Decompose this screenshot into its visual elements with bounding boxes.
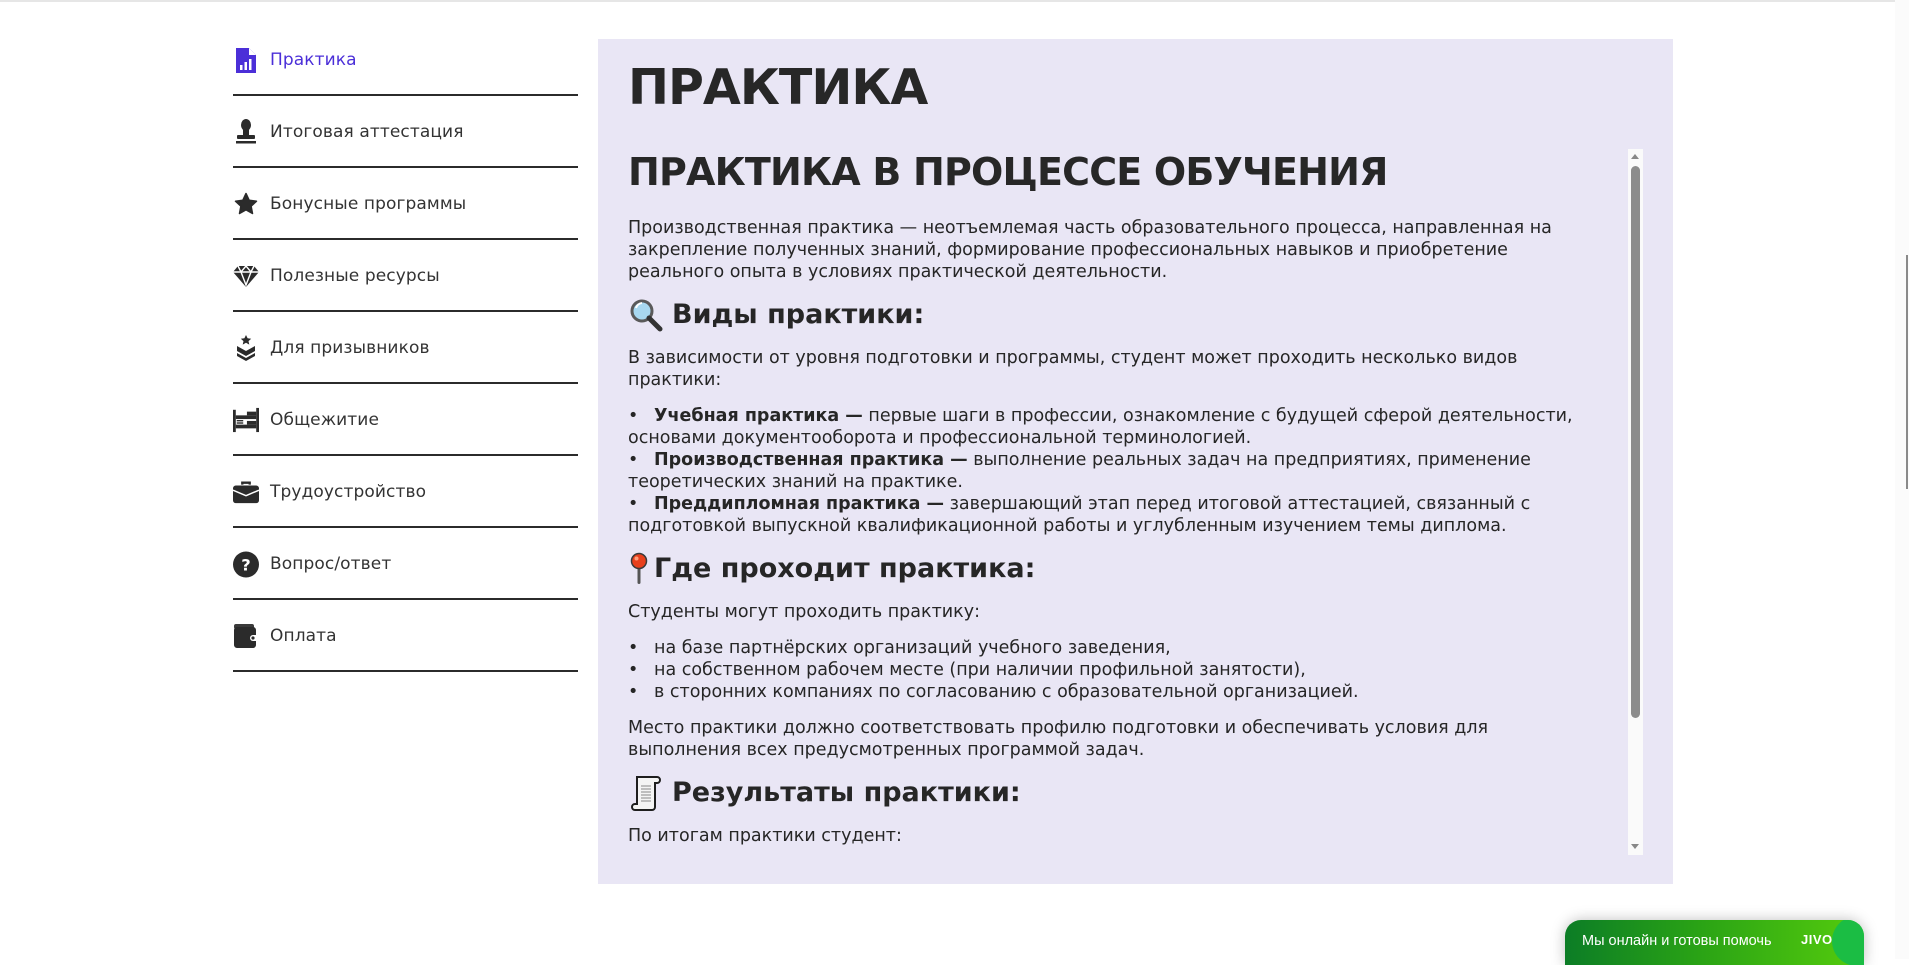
sidebar-item-label: Итоговая аттестация [270, 122, 464, 142]
content-scroll-area[interactable] [628, 147, 1643, 893]
sidebar-item-faq[interactable] [233, 528, 578, 600]
section-lead: По итогам практики студент: [628, 826, 902, 846]
question-circle-icon [233, 551, 259, 577]
top-border [0, 0, 1909, 2]
content-scrollbar[interactable] [1628, 149, 1643, 855]
sidebar-item-label: Трудоустройство [270, 482, 427, 502]
section-title: ПРАКТИКА В ПРОЦЕССЕ ОБУЧЕНИЯ [628, 150, 1388, 194]
intro-paragraph: Производственная практика — неотъемлемая часть образовательного процесса, направленная на закрепление полученных знаний, формирование профессиональных навыков и приобретение реального опыта в условиях практической деятельности. [628, 218, 1552, 282]
content-panel [598, 39, 1673, 884]
diamond-icon [233, 263, 259, 289]
scroll-icon [628, 775, 664, 811]
jivo-leaf-icon [1832, 920, 1864, 965]
sidebar-item-useful-resources[interactable] [233, 240, 578, 312]
section-heading-results [628, 775, 1603, 811]
magnifying-glass-icon [628, 297, 664, 333]
stamp-icon [233, 119, 259, 145]
scroll-down-arrow-icon[interactable] [1631, 844, 1639, 849]
star-icon [233, 191, 259, 217]
bunk-bed-icon [233, 407, 259, 433]
list-item: • Преддипломная практика — завершающий этап перед итоговой аттестацией, связанный с подготовкой выпускной квалификационной работы и углубленным изучением темы диплома. [628, 494, 1531, 536]
jivo-logo: JIVO [1801, 932, 1833, 947]
sidebar-item-practice[interactable] [233, 24, 578, 96]
section-heading-text: Где проходит практика: [654, 553, 1036, 584]
sidebar-item-dormitory[interactable] [233, 384, 578, 456]
list-item: • в сторонних компаниях по согласованию с образовательной организацией. [628, 682, 1359, 702]
sidebar-item-label: Общежитие [270, 410, 380, 430]
section-heading-types [628, 297, 1603, 333]
list-item: • Учебная практика — первые шаги в профессии, ознакомление с будущей сферой деятельности, основами документооборота и профессиональной терминологией. [628, 406, 1573, 448]
sidebar-item-label: Полезные ресурсы [270, 266, 440, 286]
chat-widget-button[interactable] [1565, 920, 1864, 965]
practice-types-list [628, 405, 1603, 537]
sidebar-item-final-attestation[interactable] [233, 96, 578, 168]
scroll-up-arrow-icon[interactable] [1631, 154, 1639, 159]
sidebar-item-payment[interactable] [233, 600, 578, 672]
sidebar-nav [233, 24, 578, 672]
report-file-icon [233, 47, 259, 73]
list-item: • Производственная практика — выполнение реальных задач на предприятиях, применение теоретических знаний на практике. [628, 450, 1531, 492]
sidebar-item-label: Оплата [270, 626, 337, 646]
sidebar-item-label: Бонусные программы [270, 194, 467, 214]
section-note: Место практики должно соответствовать профилю подготовки и обеспечивать условия для выполнения всех предусмотренных программой задач. [628, 718, 1489, 760]
page-scrollbar[interactable] [1895, 0, 1909, 959]
sidebar-item-bonus-programs[interactable] [233, 168, 578, 240]
page-title: ПРАКТИКА [628, 59, 928, 116]
round-pushpin-icon [628, 551, 650, 587]
svg-text:?: ? [241, 554, 251, 574]
section-lead: Студенты могут проходить практику: [628, 602, 980, 622]
chat-widget-text: Мы онлайн и готовы помочь [1582, 933, 1772, 949]
section-heading-text: Виды практики: [672, 299, 925, 330]
page-scrollbar-thumb[interactable] [1906, 255, 1908, 489]
military-rank-icon [233, 335, 259, 361]
article-content [628, 147, 1603, 847]
section-lead: В зависимости от уровня подготовки и программы, студент может проходить несколько видов практики: [628, 348, 1518, 390]
sidebar-item-conscripts[interactable] [233, 312, 578, 384]
practice-places-list [628, 637, 1603, 703]
sidebar-item-label: Вопрос/ответ [270, 554, 392, 574]
sidebar-item-label: Для призывников [270, 338, 430, 358]
section-heading-where [628, 551, 1603, 587]
list-item: • на базе партнёрских организаций учебного заведения, [628, 638, 1171, 658]
wallet-icon [233, 623, 259, 649]
sidebar-item-label: Практика [270, 50, 357, 70]
section-heading-text: Результаты практики: [672, 777, 1021, 808]
briefcase-icon [233, 479, 259, 505]
sidebar-item-employment[interactable] [233, 456, 578, 528]
list-item: • на собственном рабочем месте (при наличии профильной занятости), [628, 660, 1306, 680]
scrollbar-thumb[interactable] [1631, 166, 1640, 718]
